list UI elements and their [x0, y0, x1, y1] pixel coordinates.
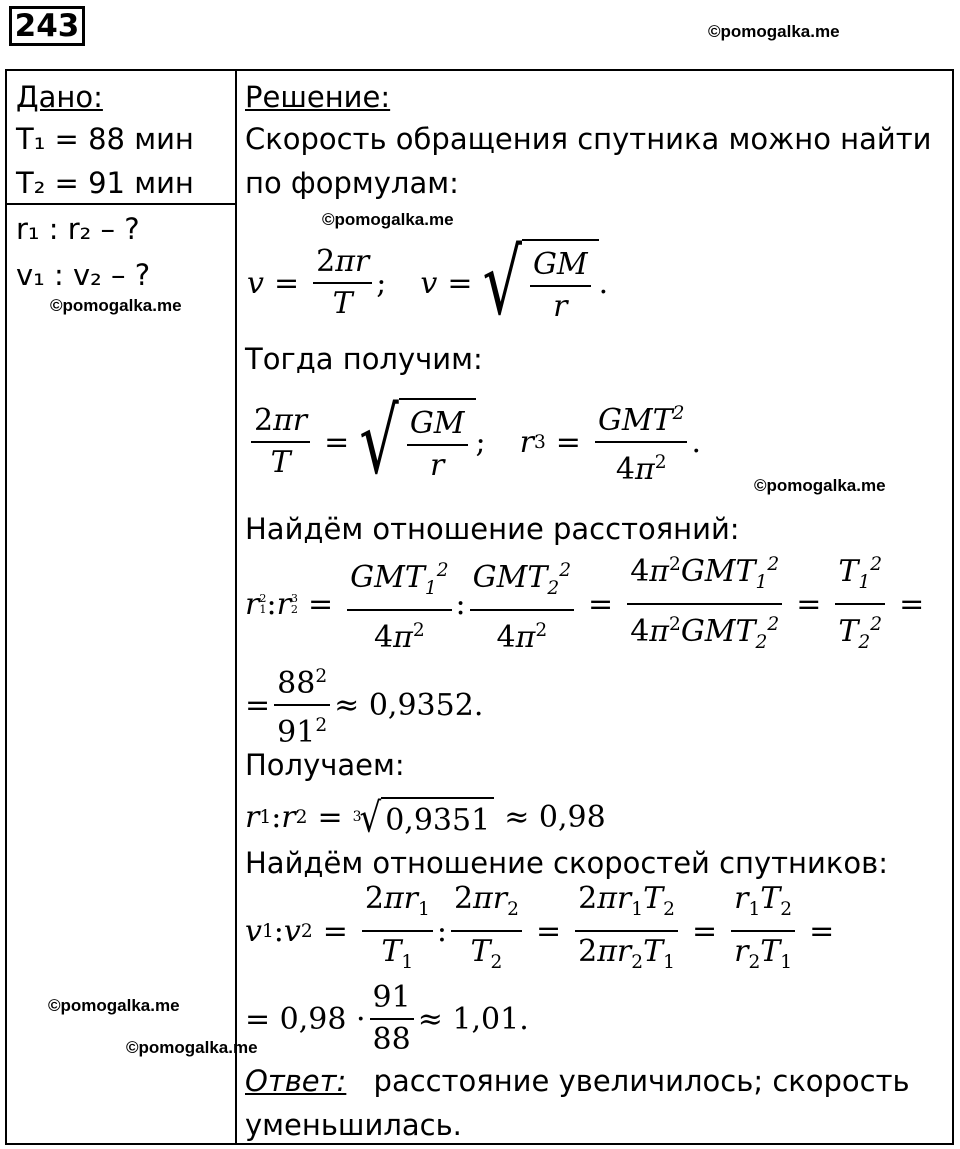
answer-label: Ответ: — [245, 1064, 347, 1098]
solution-heading: Решение: — [245, 80, 391, 114]
column-divider — [235, 69, 237, 1145]
speed-ratio-formula: v 1 : v 2 = $\frac{2\pi r_1}{T_1}$ : $\frac{2\pi r_2}{T_2}$ = $\frac{2\pi r_1T_2}{2\pi r_2T_1}$ = $\frac{r_1T_2}{r_2T_1}$ = — [245, 881, 835, 973]
answer-line-1 — [245, 1064, 910, 1098]
watermark: ©pomogalka.me — [48, 996, 180, 1015]
watermark: ©pomogalka.me — [126, 1038, 258, 1057]
ratio-v-text: Найдём отношение скоростей спутников: — [245, 846, 888, 880]
answer-line-2: уменьшилась. — [245, 1108, 462, 1142]
problem-number: 243 — [9, 6, 85, 46]
given-divider — [5, 203, 236, 205]
speed-ratio-result: = 0,98 · $\frac{91}{88}$ ≈ 1,01. — [245, 980, 529, 1057]
given-t1: T₁ = 88 мин — [16, 122, 194, 156]
radius-ratio-formula: r 2 1 : r 3 2 = $\frac{GMT_1^2}{4\pi^2}$ : $\frac{GMT_2^2}{4\pi^2}$ = $\frac{4\pi^2GMT_1^2}{4\pi^2GMT_2^2}$ = $\frac{T_1^2}{T_2^2}$ = — [245, 554, 934, 654]
answer-text: расстояние увеличилось; скорость — [373, 1064, 910, 1098]
watermark: ©pomogalka.me — [322, 210, 454, 229]
radius-ratio-result: = $\frac{88^2}{91^2}$ ≈ 0,9352. — [245, 660, 483, 750]
watermark: ©pomogalka.me — [708, 22, 840, 41]
find-v-ratio: v₁ : v₂ – ? — [16, 258, 151, 292]
given-heading: Дано: — [16, 80, 103, 114]
cube-root-formula: r 1 : r 2 = 3 √ 0,9351 ≈ 0,98 — [245, 793, 606, 841]
getting-text: Получаем: — [245, 748, 405, 782]
combined-formula: $\frac{2\pi r}{T}$ = √ $\frac{GM}{r}$ ; r 3 = $\frac{GMT^2}{4\pi^2}$ . — [247, 382, 701, 502]
watermark: ©pomogalka.me — [754, 476, 886, 495]
then-text: Тогда получим: — [245, 342, 483, 376]
solution-line-2: по формулам: — [245, 166, 459, 200]
speed-formulas: v = $\frac{2\pi r}{T}$ ; v = √ $\frac{GM}{r}$ . — [247, 229, 609, 336]
watermark: ©pomogalka.me — [50, 296, 182, 315]
ratio-r-text: Найдём отношение расстояний: — [245, 512, 740, 546]
find-r-ratio: r₁ : r₂ – ? — [16, 212, 140, 246]
given-t2: T₂ = 91 мин — [16, 166, 194, 200]
solution-line-1: Скорость обращения спутника можно найти — [245, 122, 932, 156]
